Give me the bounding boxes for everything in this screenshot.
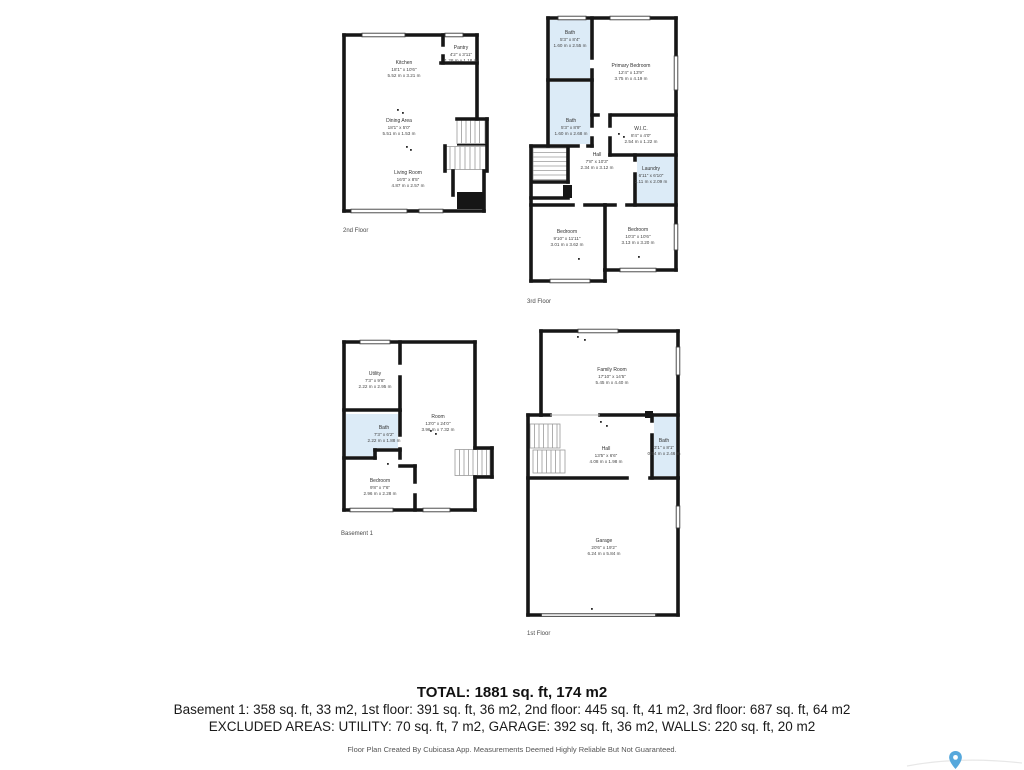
- room-name: Laundry: [641, 166, 661, 172]
- room-name: Bedroom: [556, 229, 578, 235]
- room-name: Primary Bedroom: [611, 63, 651, 69]
- room-dim-metric: 2.22 m x 1.88 m: [367, 437, 401, 443]
- room-label-bath: [368, 425, 401, 444]
- room-label-garage: [588, 538, 621, 557]
- floorplan-3rd-floor: [518, 8, 690, 308]
- floor-label-2nd-floor: 2nd Floor: [343, 228, 369, 234]
- room-dim-imperial: 12'4" x 13'9": [618, 69, 644, 75]
- room-dim-imperial: 8'4" x 4'0": [630, 132, 652, 138]
- room-name: Hall: [601, 446, 611, 452]
- room-dim-metric: 1.60 m x 2.68 m: [554, 130, 588, 136]
- room-dim-imperial: 13'0" x 24'0": [425, 420, 451, 426]
- room-dim-metric: 2.96 m x 2.28 m: [363, 490, 397, 496]
- room-label-hall: [590, 446, 623, 465]
- room-dim-imperial: 20'6" x 19'2": [591, 544, 617, 550]
- room-dim-metric: 3.01 m x 3.62 m: [550, 241, 584, 247]
- room-dim-imperial: 16'0" x 8'5": [396, 176, 420, 182]
- room-dim-imperial: 7'8" x 10'3": [585, 158, 609, 164]
- room-dim-imperial: 9'10" x 11'11": [553, 235, 581, 241]
- room-name: Family Room: [597, 367, 627, 373]
- room-dim-imperial: 5'3" x 8'9": [560, 124, 582, 130]
- room-name: Bath: [378, 425, 390, 431]
- room-label-hall: [581, 152, 614, 171]
- room-label-kitchen: [388, 60, 421, 79]
- room-dim-metric: 3.96 m x 7.32 m: [421, 426, 455, 432]
- room-dim-imperial: 7'3" x 6'2": [373, 431, 395, 437]
- room-label-bedroom: [622, 227, 655, 246]
- room-dim-metric: 4.08 m x 1.98 m: [589, 458, 623, 464]
- room-label-utility: [359, 371, 392, 390]
- room-name: Hall: [592, 152, 602, 158]
- room-name: Utility: [368, 371, 382, 377]
- room-label-family-room: [596, 367, 629, 386]
- room-dim-metric: 5.52 m x 3.21 m: [387, 72, 421, 78]
- room-label-bath: [648, 438, 681, 457]
- room-name: Garage: [595, 538, 613, 544]
- room-label-bedroom: [364, 478, 397, 497]
- room-name: W.I.C.: [634, 126, 648, 132]
- room-dim-metric: 5.45 m x 4.40 m: [595, 379, 629, 385]
- watermark-arc: [905, 752, 1024, 768]
- room-dim-metric: 4.87 m x 2.57 m: [391, 182, 425, 188]
- room-name: Bedroom: [627, 227, 649, 233]
- room-dim-imperial: 6'11" x 6'10": [638, 172, 664, 178]
- floorplan-1st-floor: [518, 325, 690, 640]
- room-dim-imperial: 9'8" x 7'6": [369, 484, 391, 490]
- room-dim-imperial: 4'2" x 3'11": [449, 51, 473, 57]
- floor-label-basement-1: Basement 1: [341, 531, 374, 537]
- map-pin-icon: [948, 750, 963, 770]
- room-dim-imperial: 10'3" x 10'6": [625, 233, 651, 239]
- room-dim-metric: 5.51 m x 1.53 m: [382, 130, 416, 136]
- room-dim-imperial: 18'1" x 5'0": [387, 124, 411, 130]
- room-dim-metric: 3.13 m x 3.20 m: [621, 239, 655, 245]
- room-dim-metric: 6.24 m x 5.84 m: [587, 550, 621, 556]
- room-name: Bedroom: [369, 478, 391, 484]
- room-dim-imperial: 7'3" x 9'8": [364, 377, 386, 383]
- room-label-dining-area: [383, 118, 416, 137]
- summary-excluded-areas: EXCLUDED AREAS: UTILITY: 70 sq. ft, 7 m2, GARAGE: 392 sq. ft, 36 m2, WALLS: 220 sq. ft, 20 m2: [208, 719, 816, 734]
- room-name: Room: [431, 414, 445, 420]
- room-name: Bath: [658, 438, 670, 444]
- summary-total: TOTAL: 1881 sq. ft, 174 m2: [416, 684, 608, 701]
- floorplan-basement-walls: [335, 335, 500, 542]
- room-label-primary-bedroom: [612, 63, 651, 82]
- summary-floor-areas: Basement 1: 358 sq. ft, 33 m2, 1st floor: 391 sq. ft, 36 m2, 2nd floor: 445 sq. ft, 41 m2, 3rd floor: 687 sq. ft, 64 m2: [173, 702, 851, 717]
- room-name: Living Room: [394, 170, 422, 176]
- room-label-room: [422, 414, 455, 433]
- room-label-bedroom: [551, 229, 584, 248]
- room-label-laundry: [635, 166, 668, 185]
- room-dim-imperial: 13'5" x 6'6": [594, 452, 618, 458]
- room-dim-metric: 2.22 m x 2.95 m: [358, 383, 392, 389]
- room-label-living-room: [392, 170, 425, 189]
- room-label-pantry: [445, 45, 478, 64]
- room-dim-imperial: 3'1" x 8'1": [653, 444, 675, 450]
- room-dim-metric: 2.54 m x 1.22 m: [624, 138, 658, 144]
- room-label-bath: [554, 30, 587, 49]
- room-dim-metric: 0.94 m x 2.46 m: [647, 450, 681, 456]
- disclaimer-text: Floor Plan Created By Cubicasa App. Measurements Deemed Highly Reliable But Not Guaranteed.: [347, 745, 677, 754]
- room-name: Bath: [565, 118, 577, 124]
- room-label-bath: [555, 118, 588, 137]
- room-dim-imperial: 17'10" x 14'5": [598, 373, 626, 379]
- room-dim-metric: 1.28 m x 1.18 m: [444, 57, 478, 63]
- room-dim-metric: 3.75 m x 4.19 m: [614, 75, 648, 81]
- floor-label-1st-floor: 1st Floor: [527, 631, 551, 637]
- room-dim-imperial: 5'3" x 8'4": [559, 36, 581, 42]
- floorplan-2nd-floor: [335, 25, 500, 237]
- room-name: Dining Area: [386, 118, 412, 124]
- room-name: Kitchen: [395, 60, 413, 66]
- floor-label-3rd-floor: 3rd Floor: [527, 299, 552, 305]
- room-dim-imperial: 18'1" x 10'6": [391, 66, 417, 72]
- room-dim-metric: 2.34 m x 3.12 m: [580, 164, 614, 170]
- room-dim-metric: 1.60 m x 2.55 m: [553, 42, 587, 48]
- room-label-wic: [625, 126, 658, 145]
- room-name: Pantry: [453, 45, 469, 51]
- floorplan-basement-1: [335, 335, 500, 542]
- room-dim-metric: 2.11 m x 2.09 m: [634, 178, 668, 184]
- room-name: Bath: [564, 30, 576, 36]
